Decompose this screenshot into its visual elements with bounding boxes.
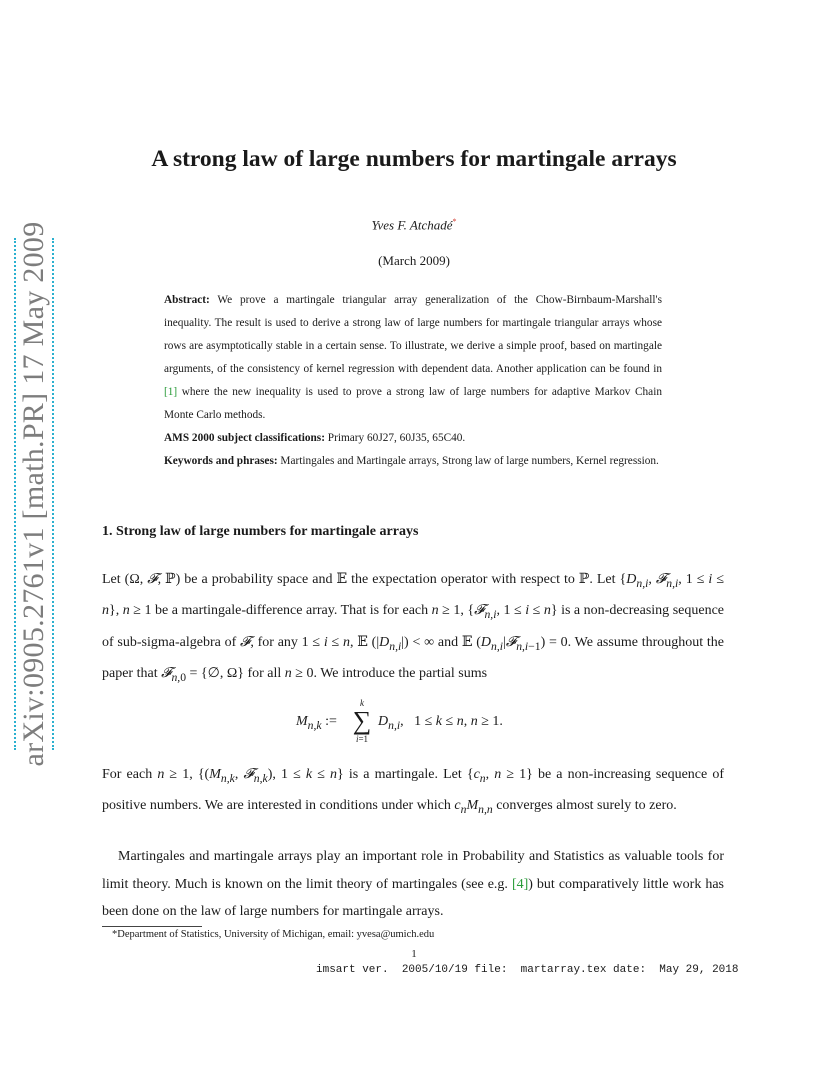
author-line	[0, 217, 828, 233]
build-metadata: imsart ver. 2005/10/19 file: martarray.tex date: May 29, 2018	[316, 964, 739, 976]
body-paragraph-2: For each n ≥ 1, {($M_{n,k}$, 𝓕$_{n,k}$), 1 ≤ k ≤ n} is a martingale. Let {$c_n$, n ≥ 1} be a non-increasing sequence of positive numbers. We are interested in conditions under which $c_nM_{n,n}$ converges almost surely to zero.	[102, 767, 725, 817]
ams-text: Primary 60J27, 60J35, 65C40.	[324, 432, 466, 444]
citation-link[interactable]: [1]	[164, 386, 178, 398]
keywords	[164, 450, 662, 473]
footnote: *Department of Statistics, University of Michigan, email: yvesa@umich.edu	[112, 929, 435, 940]
abstract-text-cont: where the new inequality is used to prove a strong law of large numbers for adaptive Markov Chain Monte Carlo methods.	[164, 386, 662, 421]
keywords-label: Keywords and phrases:	[164, 455, 278, 467]
abstract-block	[164, 289, 662, 473]
keywords-text: Martingales and Martingale arrays, Strong law of large numbers, Kernel regression.	[277, 455, 659, 467]
ams-label: AMS 2000 subject classifications:	[164, 432, 325, 444]
ams-classification	[164, 427, 662, 450]
arxiv-identifier: arXiv:0905.2761v1 [math.PR] 17 May 2009	[17, 221, 50, 767]
footnote-rule	[102, 926, 202, 927]
author-footnote-mark[interactable]: *	[452, 217, 457, 226]
paper-date: (March 2009)	[378, 253, 450, 268]
page-number: 1	[411, 948, 417, 960]
display-equation: $M_{n,k}$ := k ∑ i=1 $D_{n,i}$, 1 ≤ k ≤ n, n ≥ 1.	[296, 698, 503, 744]
body-paragraph-3: Martingales and martingale arrays play an important role in Probability and Statistics as valuable tools for limit theory. Much is known on the limit theory of martingales (see e.g. [4]) but comparatively little work has been done on the law of large numbers for martingale arrays.	[102, 849, 724, 919]
abstract-paragraph	[164, 289, 662, 427]
section-heading: 1. Strong law of large numbers for martingale arrays	[102, 524, 419, 539]
arxiv-stamp	[14, 221, 54, 767]
abstract-label: Abstract:	[164, 294, 210, 306]
author-name: Yves F. Atchadé	[371, 217, 453, 233]
body-paragraph-1: Let (Ω, 𝓕, ℙ) be a probability space and 𝔼 the expectation operator with respect to ℙ. Let {$D_{n,i}$, 𝓕$_{n,i}$, 1 ≤ i ≤ n}, n ≥ 1 be a martingale-difference array. That is for each n ≥ 1, {𝓕$_{n,i}$, 1 ≤ i ≤ n} is a non-decreasing sequence of sub-sigma-algebra of 𝓕, for any 1 ≤ i ≤ n, 𝔼 $(|D_{n,i}|)$ < ∞ and 𝔼 $(D_{n,i}|𝓕_{n,i-1}) = 0$. We assume throughout the paper that 𝓕$_{n,0}$ = {∅, Ω} for all n ≥ 0. We introduce the partial sums	[102, 572, 725, 684]
abstract-text: We prove a martingale triangular array generalization of the Chow-Birnbaum-Marshall's inequality. The result is used to derive a strong law of large numbers for martingale triangular arrays whose rows are asymptotically stable in a certain sense. To illustrate, we derive a simple proof, based on martingale arguments, of the consistency of kernel regression with dependent data. Another application can be found in	[164, 294, 662, 375]
citation-link-4[interactable]: [4]	[511, 876, 529, 892]
paper-title: A strong law of large numbers for martingale arrays	[151, 146, 677, 172]
